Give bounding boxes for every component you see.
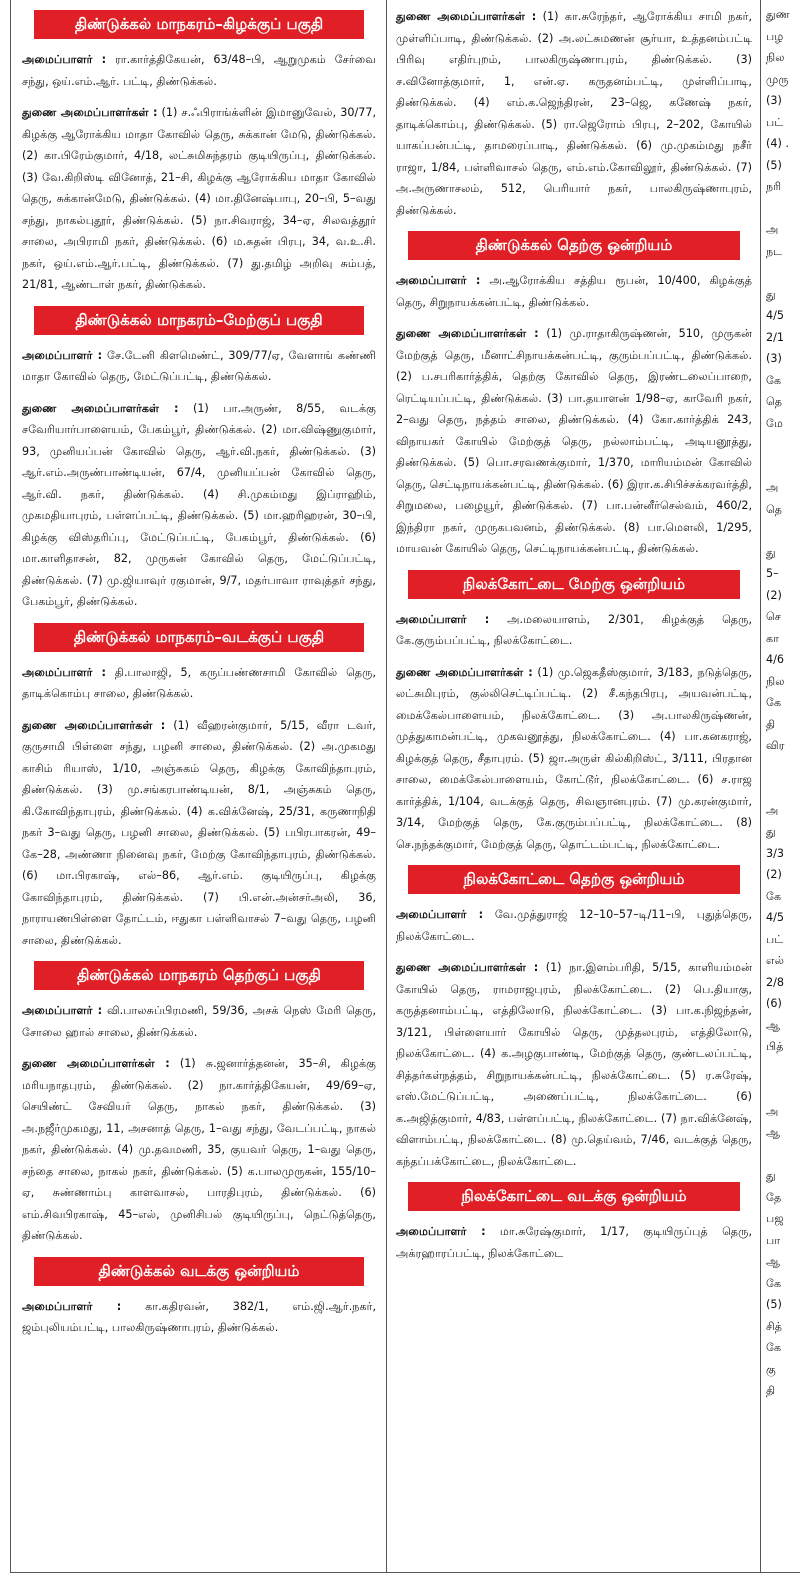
cropped-line-fragment: முரு bbox=[766, 72, 789, 86]
cropped-line-fragment: அ bbox=[766, 1104, 779, 1118]
cropped-line-fragment: 3/3 bbox=[766, 846, 785, 860]
cropped-line-fragment: 5– bbox=[766, 567, 779, 580]
cropped-line-fragment: (4) . bbox=[766, 137, 789, 150]
deputies-text: (1) கா.சுரேந்தர், ஆரோக்கிய சாமி நகர், முள்ளிப்பாடி, திண்டுக்கல். (2) அ.லட்சுமணன் சூர்யா, உத்தனம்பட்டி பிரிவு எதிர்புறம், பாலகிருஷ்ணாபுரம், திண்டுக்கல். (3) ச.வினோத்குமார், 1, என்.ஏ. கருதனம்பட்டி, முள்ளிப்பாடி, திண்டுக்கல். (4) எம்.க.ஜெந்திரன், 23–ஜெ, கணேஷ் நகர், தாடிக்கொம்பு, திண்டுக்கல். (5) ரா.ஜெரோம் பிரபு, 2–202, கோயில் யாகப்பன்பட்டி, தாமரைப்பாடி, திண்டுக்கல். (6) மு.முகம்மது நசீர் ராஜா, 1/84, பள்ளிவாசல் தெரு, எம்.எம்.கோவிலூர், திண்டுக்கல். (7) அ.அருணாசலம், 512, பெரியார் நகர், பாலகிருஷ்ணாபுரம், திண்டுக்கல். bbox=[396, 10, 753, 217]
cropped-line-fragment: நில bbox=[766, 674, 785, 688]
cropped-line-fragment bbox=[766, 520, 800, 542]
cropped-line-fragment: துண bbox=[766, 8, 790, 21]
cropped-line-fragment: (3) bbox=[766, 352, 782, 365]
cropped-line-fragment: (5) bbox=[766, 1298, 782, 1311]
deputies-label: துணை அமைப்பாளர்கள் : bbox=[22, 718, 166, 732]
deputies-paragraph bbox=[22, 398, 376, 613]
cropped-line-fragment: து bbox=[766, 287, 776, 301]
cropped-line-fragment: 2/8 bbox=[766, 975, 785, 989]
secretary-paragraph bbox=[396, 270, 752, 313]
cropped-line-fragment: (6) bbox=[766, 997, 782, 1010]
secretary-paragraph bbox=[22, 662, 376, 705]
secretary-text: மா.சுரேஷ்குமார், 1/17, குடியிருப்புத் தெரு, அக்ரஹாரப்பட்டி, நிலக்கோட்டை bbox=[396, 1225, 753, 1260]
cropped-line-fragment bbox=[766, 198, 800, 220]
cropped-line-fragment: நட bbox=[766, 244, 783, 258]
cropped-line-fragment: து bbox=[766, 1169, 776, 1182]
column-middle bbox=[388, 0, 760, 1572]
section-heading: திண்டுக்கல் மாநகரம் தெற்குப் பகுதி bbox=[34, 961, 364, 990]
column-divider-2 bbox=[760, 0, 761, 1572]
deputies-label: துணை அமைப்பாளர்கள் : bbox=[22, 401, 179, 415]
deputies-label: துணை அமைப்பாளர்கள் : bbox=[396, 665, 533, 679]
deputies-label: துணை அமைப்பாளர்கள் : bbox=[22, 1057, 170, 1070]
cropped-line-fragment: பா bbox=[766, 1233, 781, 1247]
secretary-paragraph bbox=[22, 49, 376, 92]
cropped-line-fragment: அ bbox=[766, 223, 779, 236]
cropped-line-fragment: பித் bbox=[766, 1040, 784, 1053]
cropped-line-fragment: (3) bbox=[766, 94, 782, 107]
section-heading: நிலக்கோட்டை மேற்கு ஒன்றியம் bbox=[408, 570, 740, 599]
secretary-label: அமைப்பாளர் : bbox=[22, 1004, 103, 1017]
cropped-line-fragment: ஆ bbox=[766, 1018, 781, 1032]
secretary-paragraph bbox=[396, 609, 752, 652]
column-middle-sections bbox=[396, 231, 752, 1264]
column-divider-1 bbox=[386, 0, 387, 1572]
deputies-text: (1) மு.ராதாகிருஷ்ணன், 510, முருகன் மேற்குத் தெரு, மீனாட்சிநாயக்கன்பட்டி, குரும்பப்பட்டி, திண்டுக்கல். (2) ப.சபரிகார்த்திக், தெற்கு கோவில் தெரு, இரண்டலைப்பாறை, ரெட்டியப்பட்டி, திண்டுக்கல். (3) பா.தயாளன் 1/98–ஏ, காவேரி நகர், 2–வது தெரு, நத்தம் சாலை, திண்டுக்கல். (4) கோ.கார்த்திக் 243, விநாயகர் கோயில் மேற்குத் தெரு, நல்லாம்பட்டி, அடியனூத்து, திண்டுக்கல். (5) பொ.சரவணக்குமார், 1/370, மாரியம்மன் கோவில் தெரு, செட்டிநாயக்கன்பட்டி, திண்டுக்கல். (6) இரா.க.சிபிச்சக்கரவர்த்தி, சிறுமலை, பழையூர், திண்டுக்கல். (7) பா.பன்னீர்செல்வம், 460/2, இந்திரா நகர், முருகபவனம், திண்டுக்கல். (8) பா.மௌலி, 1/295, மாயவன் கோயில் தெரு, செட்டிநாயக்கன்பட்டி, திண்டுக்கல். bbox=[396, 327, 752, 555]
deputies-text: (1) நா.இளம்பரிதி, 5/15, காளியம்மன் கோயில் தெரு, ராமராஜபுரம், நிலக்கோட்டை. (2) பெ.தியாகு, கருத்தனாம்பட்டி, எத்திலோடு, நிலக்கோட்டை. (3) பா.க.நிஜந்தன், 3/121, பிள்ளையார் கோயில் தெரு, முத்தலபுரம், எத்திலோடு, நிலக்கோட்டை. (4) க.அழகுபாண்டி, மேற்குத் தெரு, குண்டலப்பட்டி, சித்தர்கள்நத்தம், சிறுநாயக்கன்பட்டி, நிலக்கோட்டை. (5) ர.சுரேஷ், எஸ்.மேட்டுப்பட்டி, அணைப்பட்டி, நிலக்கோட்டை. (6) க.அஜித்குமார், 4/83, பள்ளப்பட்டி, நிலக்கோட்டை. (7) நா.விக்னேஷ், விளாம்பட்டி, நிலக்கோட்டை. (8) மு.தெய்வம், 7/46, வடக்குத் தெரு, கந்தப்பக்கோட்டை, நிலக்கோட்டை. bbox=[396, 961, 753, 1168]
deputies-text: (1) மு.ஜெகதீஸ்குமார், 3/183, நடுத்தெரு, லட்சுமிபுரம், குல்லிசெட்டிப்பட்டி. (2) சீ.கந்தபிரபு, அயவன்பட்டி, மைக்கேல்பாளையம், நிலக்கோட்டை. (3) அ.பாலகிருஷ்ணன், முத்துகாமன்பட்டி, முகவனூத்து, நிலக்கோட்டை. (4) பா.கனகராஜ், கிழக்குத் தெரு, சீதாபுரம். (5) ஜா.அருள் கில்கிறிஸ்ட், 3/111, பிரதான சாலை, மைக்கேல்பாளையம், கோட்டூர், நிலக்கோட்டை. (6) ச.ராஜ கார்த்திக், 1/104, வடக்குத் தெரு, சிவஞானபுரம். (7) மு.கரன்குமார், 3/14, மேற்குத் தெரு, கே.குரும்பப்பட்டி, நிலக்கோட்டை. (8) செ.நந்தக்குமார், மேற்குத் தெரு, தொட்டம்பட்டி, நிலக்கோட்டை. bbox=[396, 665, 752, 851]
section-heading: திண்டுக்கல் மாநகரம்–கிழக்குப் பகுதி bbox=[34, 10, 364, 39]
cropped-line-fragment bbox=[766, 1079, 800, 1101]
cropped-line-fragment: பட் bbox=[766, 115, 784, 129]
cropped-line-fragment: 4/6 bbox=[766, 653, 785, 666]
cropped-line-fragment: மே bbox=[766, 416, 783, 430]
cropped-line-fragment: தே bbox=[766, 1190, 782, 1204]
cropped-line-fragment: (2) bbox=[766, 868, 782, 881]
deputies-text: (1) வீஹரன்குமார், 5/15, வீரா டவர், குருசாமி பிள்ளை சந்து, பழனி சாலை, திண்டுக்கல். (2) அ.முகமது காசிம் ரியாஸ், 1/10, அஞ்சுகம் தெரு, கிழக்கு கோவிந்தாபுரம், திண்டுக்கல். (3) மு.சங்கரபாண்டியன், 8/1, அஞ்சுகம் தெரு, கி.கோவிந்தாபுரம், திண்டுக்கல். (4) க.விக்னேஷ், 25/31, கருணாநிதி நகர் 3–வது தெரு, பழனி சாலை, திண்டுக்கல். (5) பபிரபாகரன், 49–கே–28, அண்ணா நினைவு நகர், மேற்கு கோவிந்தாபுரம், திண்டுக்கல். (6) மா.பிரகாஷ், எல்–86, ஆர்.எம். குடியிருப்பு, கிழக்கு கோவிந்தாபுரம், திண்டுக்கல். (7) பி.என்.அன்சர்அலி, 36, நாராயணபிள்ளை தோட்டம், ஈதுகா பள்ளிவாசல் 7–வது தெரு, பழனி சாலை, திண்டுக்கல். bbox=[22, 718, 376, 947]
deputies-label: துணை அமைப்பாளர்கள் : bbox=[396, 961, 539, 974]
cropped-line-fragment bbox=[766, 778, 800, 800]
cropped-line-fragment bbox=[766, 757, 800, 779]
cropped-line-fragment: ஆ bbox=[766, 1255, 781, 1268]
cropped-line-fragment: (5) bbox=[766, 158, 782, 172]
secretary-paragraph bbox=[396, 904, 752, 947]
secretary-text: அ.மலையாளம், 2/301, கிழக்குத் தெரு, கே.குரும்பப்பட்டி, நிலக்கோட்டை. bbox=[396, 612, 752, 647]
secretary-label: அமைப்பாளர் : bbox=[396, 274, 481, 287]
section-heading: திண்டுக்கல் வடக்கு ஒன்றியம் bbox=[34, 1257, 364, 1286]
secretary-label: அமைப்பாளர் : bbox=[396, 908, 484, 921]
deputies-paragraph bbox=[22, 102, 376, 296]
secretary-paragraph bbox=[396, 1221, 752, 1264]
cropped-line-fragment: தி bbox=[766, 1384, 776, 1397]
deputies-label: துணை அமைப்பாளர்கள் : bbox=[396, 10, 537, 23]
column-right-cropped bbox=[762, 0, 800, 1572]
secretary-text: ரா.கார்த்திகேயன், 63/48–பி, ஆறுமுகம் சேர்வை சந்து, ஒய்.எம்.ஆர். பட்டி, திண்டுக்கல். bbox=[22, 53, 376, 88]
cropped-line-fragment: கா bbox=[766, 631, 780, 645]
cropped-line-fragment: ஆ bbox=[766, 1126, 781, 1139]
cropped-line-fragment: து bbox=[766, 825, 776, 838]
cropped-line-fragment bbox=[766, 456, 800, 478]
cropped-line-fragment: கு bbox=[766, 1362, 776, 1376]
deputies-label: துணை அமைப்பாளர்கள் : bbox=[22, 106, 158, 119]
cropped-line-fragment: பழ bbox=[766, 29, 784, 43]
cropped-line-fragment: கே bbox=[766, 373, 782, 387]
secretary-label: அமைப்பாளர் : bbox=[22, 348, 103, 362]
cropped-line-fragment: 4/5 bbox=[766, 309, 785, 322]
cropped-line-fragment: கே bbox=[766, 1276, 782, 1290]
secretary-paragraph bbox=[22, 1000, 376, 1043]
section-heading: திண்டுக்கல் மாநகரம்–வடக்குப் பகுதி bbox=[34, 623, 364, 652]
deputies-paragraph bbox=[396, 6, 752, 221]
cropped-line-fragment: அ bbox=[766, 481, 779, 494]
left-border bbox=[10, 0, 11, 1572]
section-heading: நிலக்கோட்டை தெற்கு ஒன்றியம் bbox=[408, 865, 740, 894]
cropped-line-fragment: நரி bbox=[766, 180, 782, 193]
secretary-text: கா.கதிரவன், 382/1, எம்.ஜி.ஆர்.நகர், ஜம்புலியம்பட்டி, பாலகிருஷ்ணாபுரம், திண்டுக்கல். bbox=[22, 1299, 377, 1334]
cropped-line-fragment: து bbox=[766, 545, 776, 559]
cropped-line-fragment: அ bbox=[766, 803, 779, 817]
secretary-label: அமைப்பாளர் : bbox=[22, 665, 107, 679]
cropped-line-fragment: நில bbox=[766, 51, 785, 64]
cropped-line-fragment: கே bbox=[766, 1341, 782, 1354]
secretary-text: அ.ஆரோக்கிய சத்திய ரூபன், 10/400, கிழக்குத் தெரு, சிறுநாயக்கன்பட்டி, திண்டுக்கல். bbox=[396, 274, 752, 309]
cropped-line-fragment: (2) bbox=[766, 588, 782, 602]
cropped-line-fragment: தெ bbox=[766, 502, 782, 516]
cropped-line-fragment bbox=[766, 1058, 800, 1080]
cropped-line-fragment: கே bbox=[766, 696, 782, 709]
cropped-line-fragment: தெ bbox=[766, 395, 782, 408]
secretary-paragraph bbox=[22, 345, 376, 388]
secretary-paragraph bbox=[22, 1296, 376, 1339]
deputies-text: (1) சு.ஜனார்த்தனன், 35–சி, கிழக்கு மரியநாதபுரம், திண்டுக்கல். (2) நா.கார்த்திகேயன், 49/69–ஏ, செயிண்ட் சேவியர் தெரு, நாகல் நகர், திண்டுக்கல். (3) அ.நஜீர்முகமது, 11, அசனாத் தெரு, 1–வது சந்து, வேடப்பட்டி, நாகல் நகர், திண்டுக்கல். (4) மு.தவமணி, 35, குயவர் தெரு, 1–வது தெரு, சந்தை சாலை, நாகல் நகர், திண்டுக்கல். (5) க.பாலமுருகன், 155/10–ஏ, சுண்ணாம்பு காளவாசல், பாரதிபுரம், திண்டுக்கல். (6) எம்.சிவபிரகாஷ், 45–எல், முனிசிபல் குடியிருப்பு, நெட்டுத்தெரு, திண்டுக்கல். bbox=[22, 1057, 377, 1242]
secretary-text: தி.பாலாஜி, 5, கருப்பண்ணசாமி கோவில் தெரு, தாடிக்கொம்பு சாலை, திண்டுக்கல். bbox=[22, 665, 377, 700]
cropped-line-fragment: பஜ bbox=[766, 1212, 784, 1225]
section-heading: திண்டுக்கல் தெற்கு ஒன்றியம் bbox=[408, 231, 740, 260]
cropped-line-fragment: கே bbox=[766, 889, 782, 903]
cropped-line-fragment bbox=[766, 262, 800, 284]
cropped-line-fragment: விர bbox=[766, 739, 785, 752]
column-left bbox=[14, 0, 384, 1572]
cropped-line-fragment: எல் bbox=[766, 954, 785, 967]
deputies-paragraph bbox=[396, 662, 752, 856]
deputies-paragraph bbox=[396, 323, 752, 560]
cropped-line-fragment: சித் bbox=[766, 1319, 783, 1333]
cropped-line-fragment bbox=[766, 1144, 800, 1166]
deputies-paragraph bbox=[22, 715, 376, 952]
bottom-border bbox=[10, 1572, 800, 1573]
secretary-text: சே.டேனி கிளமெண்ட், 309/77/ஏ, வேளாங் கண்ணி மாதா கோவில் தெரு, மேட்டுப்பட்டி, திண்டுக்கல். bbox=[22, 348, 376, 383]
deputies-paragraph bbox=[22, 1053, 376, 1247]
secretary-label: அமைப்பாளர் : bbox=[396, 612, 490, 626]
secretary-label: அமைப்பாளர் : bbox=[22, 53, 107, 66]
secretary-text: வி.பாலசுப்பிரமணி, 59/36, அசக் நெஸ் மேரி தெரு, சோலை ஹால் சாலை, திண்டுக்கல். bbox=[22, 1004, 377, 1039]
cropped-line-fragment: பட் bbox=[766, 932, 784, 946]
secretary-text: வே.முத்துராஜ் 12–10–57–டி/11–பி, புதுத்தெரு, நிலக்கோட்டை. bbox=[396, 908, 752, 943]
cropped-line-fragment: செ bbox=[766, 610, 781, 623]
section-heading: நிலக்கோட்டை வடக்கு ஒன்றியம் bbox=[408, 1182, 740, 1211]
deputies-text: (1) பா.அருண், 8/55, வடக்கு சவேரியார்பாளையம், பேகம்பூர், திண்டுக்கல். (2) மா.விஷ்ணுகுமார், 93, முனியப்பன் கோவில் தெரு, ஆர்.வி.நகர், திண்டுக்கல். (3) ஆர்.எம்.அருண்பாண்டியன், 67/4, முனியப்பன் கோவில் தெரு, ஆர்.வி. நகர், திண்டுக்கல். (4) சி.முகம்மது இப்ராஹிம், முகமதியாபுரம், பள்ளப்பட்டி, திண்டுக்கல். (5) மா.ஹரிஹரன், 30–பி, கிழக்கு விஸ்தரிப்பு, மேட்டுப்பட்டி, பேகம்பூர், திண்டுக்கல். (6) மா.காளிதாசன், 82, முருகன் கோவில் தெரு, மேட்டுப்பட்டி, திண்டுக்கல். (7) மு.ஜியாவுர் ரகுமான், 9/7, மதர்பாவா ராவுத்தர் சந்து, பேகம்பூர், திண்டுக்கல். bbox=[22, 401, 376, 608]
deputies-label: துணை அமைப்பாளர்கள் : bbox=[396, 327, 539, 340]
cropped-line-fragment: 2/1 bbox=[766, 330, 785, 344]
section-heading: திண்டுக்கல் மாநகரம்–மேற்குப் பகுதி bbox=[34, 306, 364, 335]
deputies-text: (1) ச.ஃபிராங்க்ளின் இமானுவேல், 30/77, கிழக்கு ஆரோக்கிய மாதா கோவில் தெரு, சுக்கான் மேடு, திண்டுக்கல். (2) கா.பிரேம்குமார், 4/18, லட்சுமிசுந்தரம் குடியிருப்பு, திண்டுக்கல். (3) வே.கிறிஸ்டி வினோத், 21–சி, கிழக்கு ஆரோக்கிய மாதா கோவில் தெரு, சுக்கான்மேடு, திண்டுக்கல். (4) மா.தினேஷ்பாபு, 20–பி, 5–வது சந்து, நாகல்புதூர், திண்டுக்கல். (5) நா.சிவராஜ், 34–ஏ, சிலவத்தூர் சாலை, அபிராமி நகர், திண்டுக்கல். (6) ம.சுதன் பிரபு, 34, வ.உ.சி. நகர், ஒய்.எம்.ஆர்.பட்டி, திண்டுக்கல். (7) து.தமிழ் அறிவு சும்பத், 21/81, ஆண்டாள் நகர், திண்டுக்கல். bbox=[22, 106, 376, 291]
cropped-line-fragment: தி bbox=[766, 717, 776, 731]
cropped-line-fragment bbox=[766, 434, 800, 456]
secretary-label: அமைப்பாளர் : bbox=[22, 1299, 122, 1313]
cropped-line-fragment: 4/5 bbox=[766, 911, 785, 924]
secretary-label: அமைப்பாளர் : bbox=[396, 1225, 486, 1238]
deputies-paragraph bbox=[396, 957, 752, 1172]
